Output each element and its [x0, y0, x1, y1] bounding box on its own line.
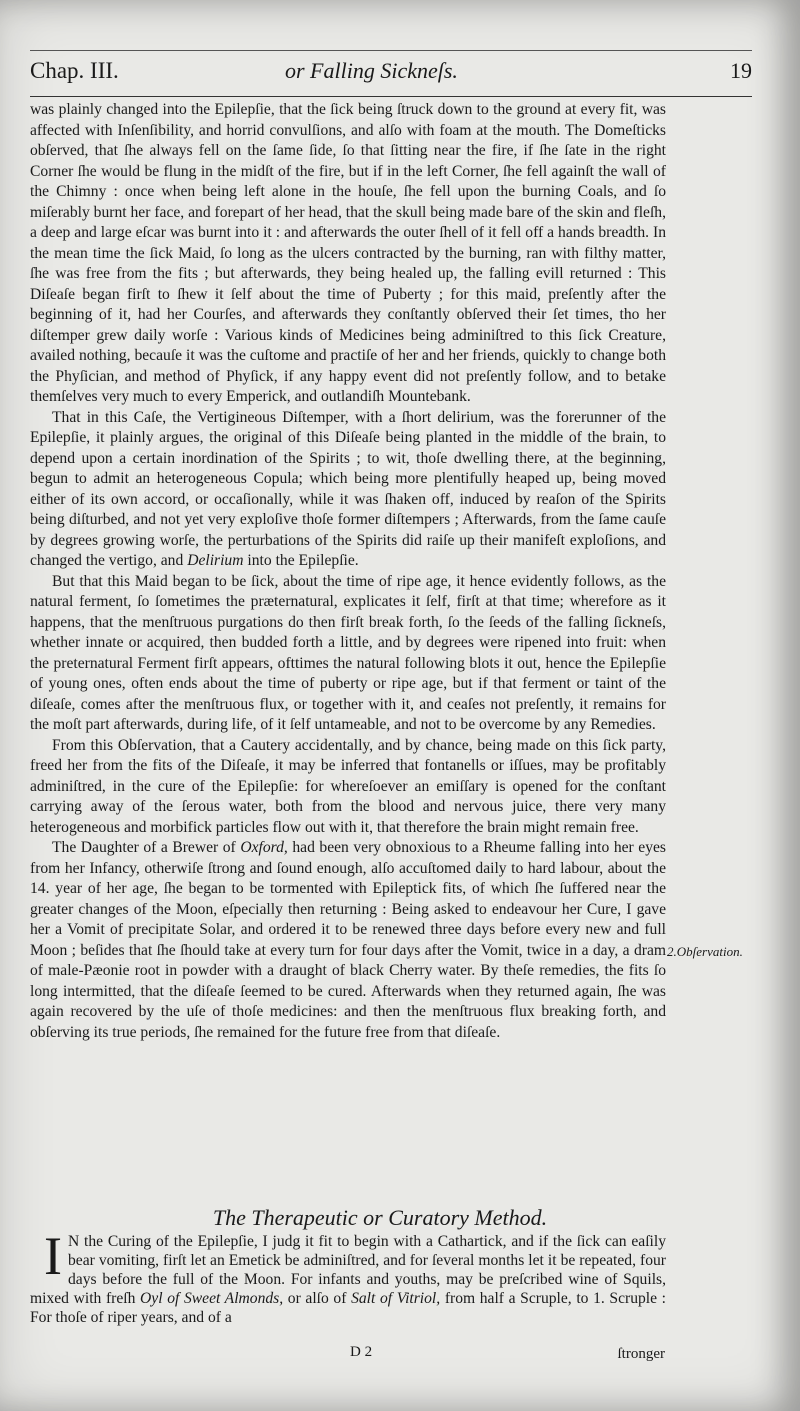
- running-header: [30, 58, 752, 92]
- running-title: or Falling Sickneſs.: [285, 58, 458, 83]
- delirium-italic: Delirium: [187, 552, 244, 569]
- top-rule: [30, 50, 752, 51]
- main-text: [30, 100, 666, 1043]
- margin-note: 2.Obſervation.: [667, 944, 743, 959]
- therapeutic-text: I N the Curing of the Epilepſie, I judg it fit to begin with a Cathartick, and if the ſick can eaſily bear vomiting, firſt let an Emetick be adminiſtred, and for ſeveral months let it be repeated, four days before the full of the Moon. For infants and youths, may be preſcribed wine of Squils, mixed with freſh Oyl of Sweet Almonds, or alſo of Salt of Vitriol, from half a Scruple, to 1. Scruple : For thoſe of riper years, and of a: [30, 1226, 667, 1326]
- salt-italic: Salt of Vitriol,: [351, 1290, 441, 1307]
- chapter-label: Chap. III.: [30, 58, 119, 83]
- oxford-italic: Oxford,: [240, 839, 288, 856]
- signature-mark: D 2: [350, 1344, 373, 1360]
- drop-cap: I: [44, 1226, 62, 1286]
- page-number: 19: [730, 58, 752, 83]
- paragraph-3: But that this Maid began to be ſick, about the time of ripe age, it hence evidently follows, as the natural ferment, ſo ſometimes the præternatural, explicates it ſelf, firſt at that time; wherefore as it happens, that the menſtruous purgations do then firſt break forth, ſo the ſeeds of the falling ſickneſs, whether innate or acquired, then budded forth a little, and by degrees were ripened into fruit: when the preternatural Ferment firſt appears, ofttimes the natural following blots it out, hence the Epilepſie of young ones, often ends about the time of puberty or ripe age, but if that ferment or taint of the diſeaſe, comes after the menſtruous flux, or together with it, and ceaſes not preſently, it remains for the moſt part afterwards, during life, of it ſelf untameable, and not to be overcome by any Remedies.: [30, 572, 666, 733]
- oyl-italic: Oyl of Sweet Almonds,: [140, 1290, 284, 1307]
- catchword: ſtronger: [617, 1346, 665, 1362]
- section-heading: The Therapeutic or Curatory Method.: [212, 1205, 548, 1230]
- paragraph-2: That in this Caſe, the Vertigineous Diſtemper, with a ſhort delirium, was the forerunner of the Epilepſie, it plainly argues, the original of this Diſeaſe being planted in the middle of the brain, to depend upon a certain inordination of the Spirits ; to wit, thoſe dwelling there, at the beginning, begun to admit an heterogeneous Copula; which being more plentifully heaped up, being moved either of its own accord, or occaſionally, while it was ſhaken off, induced by reaſon of the Spirits being diſturbed, and not yet very exploſive thoſe former diſtempers ; Afterwards, from the ſame cauſe by degrees growing worſe, the perturbations of the Spirits did raiſe up their manifeſt exploſions, and changed the vertigo, and Delirium into the Epilepſie.: [30, 408, 666, 569]
- paragraph-4: From this Obſervation, that a Cautery accidentally, and by chance, being made on this ſick party, freed her from the fits of the Diſeaſe, it may be inferred that fontanells or iſſues, may be profitably adminiſtred, in the cure of the Epilepſie: for whereſoever an emiſſary is opened for the conſtant carrying away of the ſerous water, both from the blood and nervous juice, there very many heterogeneous and morbifick particles flow out with it, that therefore the brain might remain free.: [30, 736, 666, 836]
- paragraph-5: The Daughter of a Brewer of Oxford, had been very obnoxious to a Rheume falling into her eyes from her Infancy, otherwiſe ſtrong and ſound enough, alſo accuſtomed daily to hard labour, about the 14. year of her age, ſhe began to be tormented with Epileptick fits, of which ſhe ſuffered near the greater changes of the Moon, eſpecially then returning : Being asked to endeavour her Cure, I gave her a Vomit of precipitate Solar, and ordered it to be renewed three days before every new and full Moon ; beſides that ſhe ſhould take at every turn for four days after the Vomit, twice in a day, a dram of male-Pæonie root in powder with a draught of black Cherry water. By theſe remedies, the fits ſo long intermitted, that the diſeaſe ſeemed to be cured. Afterwards when they returned again, ſhe was again recovered by the uſe of thoſe medicines: and then the menſtruous flux breaking forth, and obſerving its true periods, ſhe remained for the future free from that diſeaſe.: [30, 839, 666, 1041]
- header-rule: [30, 96, 752, 97]
- paragraph-1: was plainly changed into the Epilepſie, that the ſick being ſtruck down to the ground at every fit, was affected with Inſenſibility, and horrid convulſions, and alſo with foam at the mouth. The Domeſticks obſerved, that ſhe always fell on the ſame ſide, ſo that ſitting near the fire, if ſhe ſate in the right Corner ſhe would be flung in the midſt of the fire, but if in the left Corner, ſhe fell againſt the wall of the Chimny : once when being left alone in the houſe, ſhe fell upon the burning Coals, and ſo miſerably burnt her face, and forepart of her head, that the skull being made bare of the skin and fleſh, a deep and large eſcar was burnt into it : and afterwards the outer ſhell of it fell off a hands breadth. In the mean time the ſick Maid, ſo long as the ulcers contracted by the burning, ran with filthy matter, ſhe was free from the fits ; but afterwards, they being healed up, the falling evill returned : This Diſeaſe began firſt to ſhew it ſelf about the time of Puberty ; for this maid, preſently after the beginning of it, had her Courſes, and afterwards they conſtantly obſerved their ſet times, tho her diſtemper grew daily worſe : Various kinds of Medicines being adminiſtred to this ſick Creature, availed nothing, becauſe it was the cuſtome and practiſe of her and her friends, quickly to change both the Phyſician, and method of Phyſick, if any happy event did not preſently follow, and to betake themſelves very much to every Emperick, and outlandiſh Mountebank.: [30, 101, 666, 405]
